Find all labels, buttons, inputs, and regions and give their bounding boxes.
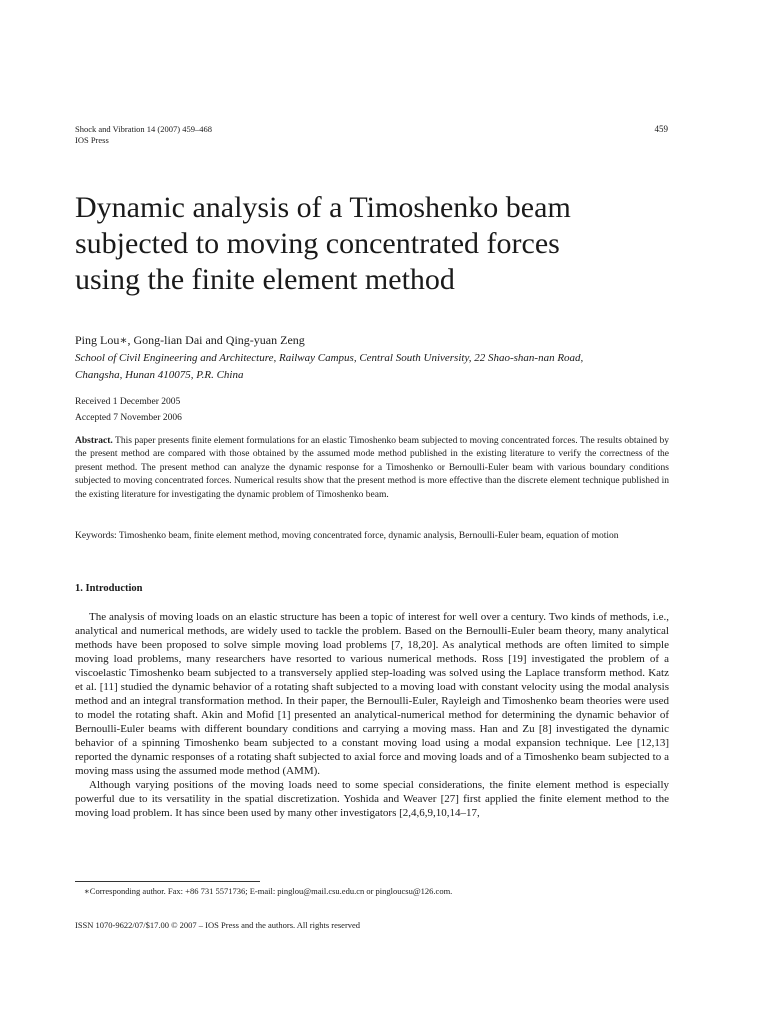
paper-title [75, 190, 695, 298]
page-number: 459 [654, 124, 668, 134]
paragraph-1: The analysis of moving loads on an elastic structure has been a topic of interest for well over a century. Two kinds of methods, i.e., analytical and numerical methods, are widely used to tackle the problem. Based on the Bernoulli-Euler beam theory, many analytical methods have been proposed to solve simple moving load problems [7, 18,20]. As analytical methods are often limited to simple moving load problems, many researchers have resorted to various numerical methods. Ross [19] investigated the problem of a viscoelastic Timoshenko beam subjected to a transversely applied step-loading was solved using the Laplace transform method. Katz et al. [11] studied the dynamic behavior of a rotating shaft subjected to a moving load with constant velocity using the modal analysis method and an integral transformation method. In their paper, the Bernoulli-Euler, Rayleigh and Timoshenko beam theories were used to model the rotating shaft. Akin and Mofid [1] presented an analytical-numerical method for determining the dynamic behavior of Bernoulli-Euler beams with different boundary conditions and carrying a moving mass. Han and Zu [8] investigated the dynamic behavior of a spinning Timoshenko beam subjected to a constant moving load using a modal expansion technique. Lee [12,13] reported the dynamic responses of a rotating shaft subjected to axial force and moving loads and of a Timoshenko beam subjected to a moving mass using the assumed mode method (AMM). [75, 611, 669, 777]
abstract-text: This paper presents finite element formulations for an elastic Timoshenko beam subjected to moving concentrated forces. The results obtained by the present method are compared with those obtained by the assumed mode method published in the existing literature to verify the correctness of the present method. The present method can analyze the dynamic response for a Timoshenko or Bernoulli-Euler beam with various boundary conditions subjected to moving concentrated forces. Numerical results show that the present method is more effective than the discrete element technique published in the existing literature for investigating the dynamic problem of Timoshenko beam. [75, 436, 669, 500]
paragraph-2: Although varying positions of the moving loads need to some special considerations, the finite element method is especially powerful due to its versatility in the spatial discretization. Yoshida and Weaver [27] first applied the finite element method to the moving load problem. It has since been used by many other investigators [2,4,6,9,10,14–17, [75, 779, 669, 819]
abstract [75, 435, 669, 502]
title-line-3: using the finite element method [75, 263, 455, 296]
title-line-1: Dynamic analysis of a Timoshenko beam [75, 191, 571, 224]
publisher: IOS Press [75, 135, 109, 145]
accepted-date: Accepted 7 November 2006 [75, 413, 182, 423]
copyright-line: ISSN 1070-9622/07/$17.00 © 2007 – IOS Press and the authors. All rights reserved [75, 920, 361, 930]
journal-name: Shock and Vibration 14 (2007) 459–468 [75, 124, 212, 134]
affiliation-line-2: Changsha, Hunan 410075, P.R. China [75, 368, 244, 381]
section-heading-introduction: 1. Introduction [75, 583, 143, 594]
title-line-2: subjected to moving concentrated forces [75, 227, 560, 260]
dates [75, 394, 182, 426]
keywords: Keywords: Timoshenko beam, finite element method, moving concentrated force, dynamic analysis, Bernoulli-Euler beam, equation of motion [75, 531, 619, 541]
body-text [75, 610, 669, 820]
authors: Ping Lou∗, Gong-lian Dai and Qing-yuan Zeng [75, 333, 305, 347]
journal-citation [75, 124, 212, 146]
affiliation [75, 350, 675, 383]
received-date: Received 1 December 2005 [75, 397, 181, 407]
abstract-label: Abstract. [75, 436, 113, 446]
affiliation-line-1: School of Civil Engineering and Architecture, Railway Campus, Central South University, 22 Shao-shan-nan Road, [75, 352, 584, 364]
footnote-corresponding-author: ∗Corresponding author. Fax: +86 731 5571736; E-mail: pinglou@mail.csu.edu.cn or pingloucsu@126.com. [84, 886, 453, 896]
footnote-divider [75, 881, 260, 882]
